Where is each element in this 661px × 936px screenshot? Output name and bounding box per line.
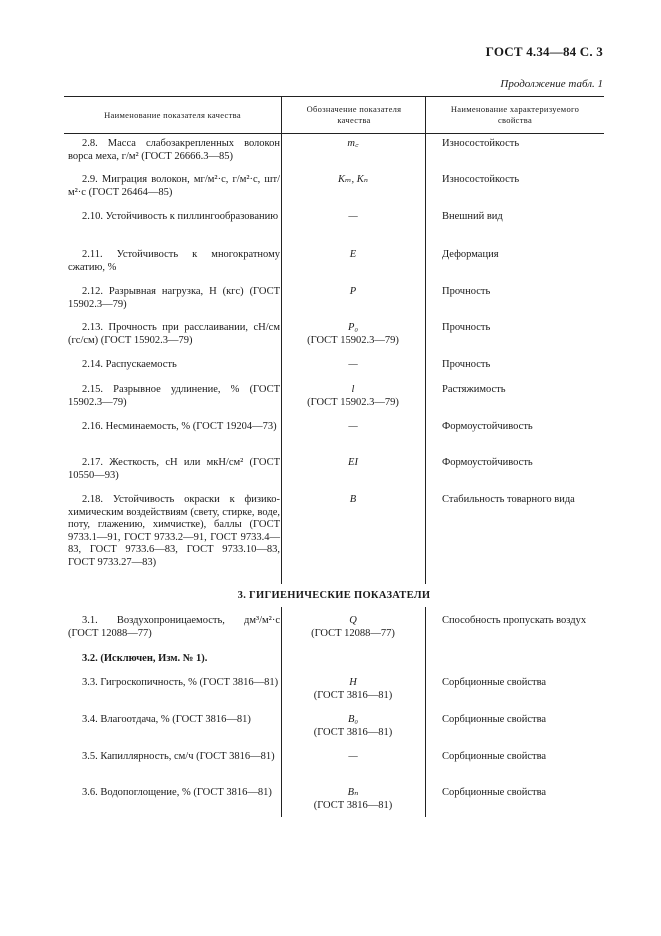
row-name: 2.8. Масса слабозакрепленных волокон ворса меха, г/м² (ГОСТ 26666.3—85)	[68, 138, 280, 162]
table-header-rule	[64, 133, 604, 134]
row-name: 2.11. Устойчивость к многократному сжатию, %	[68, 249, 280, 273]
row-name: 3.2. (Исключен, Изм. № 1).	[82, 653, 208, 664]
row-name: 2.16. Несминаемость, % (ГОСТ 19204—73)	[82, 421, 277, 432]
page-header: ГОСТ 4.34—84 С. 3	[485, 44, 603, 59]
row-symbol: E	[349, 249, 357, 260]
row-symbol: B	[349, 494, 357, 505]
row-symbol: Bₙ (ГОСТ 3816—81)	[313, 787, 393, 811]
row-name: 3.6. Водопоглощение, % (ГОСТ 3816—81)	[82, 787, 272, 798]
row-symbol: B₀ (ГОСТ 3816—81)	[313, 714, 393, 738]
row-name: 2.14. Распускаемость	[82, 359, 177, 370]
row-property: Растяжимость	[442, 384, 506, 395]
column-header-property: Наименование характеризуемого свойства	[450, 104, 580, 125]
row-property: Способность пропускать воздух	[442, 615, 587, 626]
row-symbol: l (ГОСТ 15902.3—79)	[307, 384, 399, 408]
row-property: Сорбционные свойства	[442, 751, 547, 762]
row-name: 2.18. Устойчивость окраски к физико-химическим воздействиям (свету, стирке, воде, поту, глажению, химчистке), баллы (ГОСТ 9733.1—91, ГОСТ 9733.2—91, ГОСТ 9733.4—83, ГОСТ 9733.6—83, ГОСТ 9733.10—83, ГОСТ 9733.27—83)	[68, 494, 280, 568]
table-continuation-note: Продолжение табл. 1	[500, 78, 603, 90]
row-symbol: —	[348, 359, 358, 370]
row-symbol: P₀ (ГОСТ 15902.3—79)	[307, 322, 399, 346]
row-property: Износостойкость	[442, 138, 520, 149]
row-property: Износостойкость	[442, 174, 520, 185]
section-heading: 3. ГИГИЕНИЧЕСКИЕ ПОКАЗАТЕЛИ	[237, 590, 431, 601]
row-property: Сорбционные свойства	[442, 677, 547, 688]
column-divider-1b	[281, 607, 282, 817]
row-property: Сорбционные свойства	[442, 787, 547, 798]
table-top-rule	[64, 96, 604, 97]
row-name: 3.4. Влагоотдача, % (ГОСТ 3816—81)	[82, 714, 251, 725]
row-name: 3.1. Воздухопроницаемость, дм³/м²·с (ГОСТ 12088—77)	[68, 615, 280, 639]
row-symbol: Q (ГОСТ 12088—77)	[311, 615, 395, 639]
column-header-symbol: Обозначение показателя качества	[306, 104, 402, 125]
column-divider-2b	[425, 607, 426, 817]
row-property: Сорбционные свойства	[442, 714, 547, 725]
row-name: 3.5. Капиллярность, см/ч (ГОСТ 3816—81)	[82, 751, 275, 762]
column-divider-2	[425, 96, 426, 584]
row-name: 2.15. Разрывное удлинение, % (ГОСТ 15902.3—79)	[68, 384, 280, 408]
row-property: Внешний вид	[442, 211, 503, 222]
row-name: 2.17. Жесткость, сН или мкН/см² (ГОСТ 10550—93)	[68, 457, 280, 481]
row-name: 3.3. Гигроскопичность, % (ГОСТ 3816—81)	[82, 677, 279, 688]
row-symbol: m꜀	[347, 138, 359, 149]
row-property: Прочность	[442, 322, 491, 333]
row-property: Прочность	[442, 286, 491, 297]
row-symbol: —	[348, 211, 358, 222]
row-property: Формоустойчивость	[442, 457, 533, 468]
row-property: Стабильность товарного вида	[442, 494, 575, 505]
row-name: 2.10. Устойчивость к пиллингообразованию	[82, 211, 279, 222]
row-property: Деформация	[442, 249, 499, 260]
row-symbol: Kₘ, Kₙ	[338, 174, 368, 185]
row-symbol: P	[349, 286, 357, 297]
column-header-name: Наименование показателя качества	[104, 110, 241, 120]
row-name: 2.12. Разрывная нагрузка, Н (кгс) (ГОСТ 15902.3—79)	[68, 286, 280, 310]
row-name: 2.9. Миграция волокон, мг/м²·с, г/м²·с, шт/м²·с (ГОСТ 26464—85)	[68, 174, 280, 198]
row-property: Формоустойчивость	[442, 421, 533, 432]
row-name: 2.13. Прочность при расслаивании, сН/см (гс/см) (ГОСТ 15902.3—79)	[68, 322, 280, 346]
column-divider-1	[281, 96, 282, 584]
row-symbol: —	[348, 751, 358, 762]
row-symbol: —	[348, 421, 358, 432]
row-symbol: EI	[348, 457, 358, 468]
row-property: Прочность	[442, 359, 491, 370]
row-symbol: H (ГОСТ 3816—81)	[313, 677, 393, 701]
